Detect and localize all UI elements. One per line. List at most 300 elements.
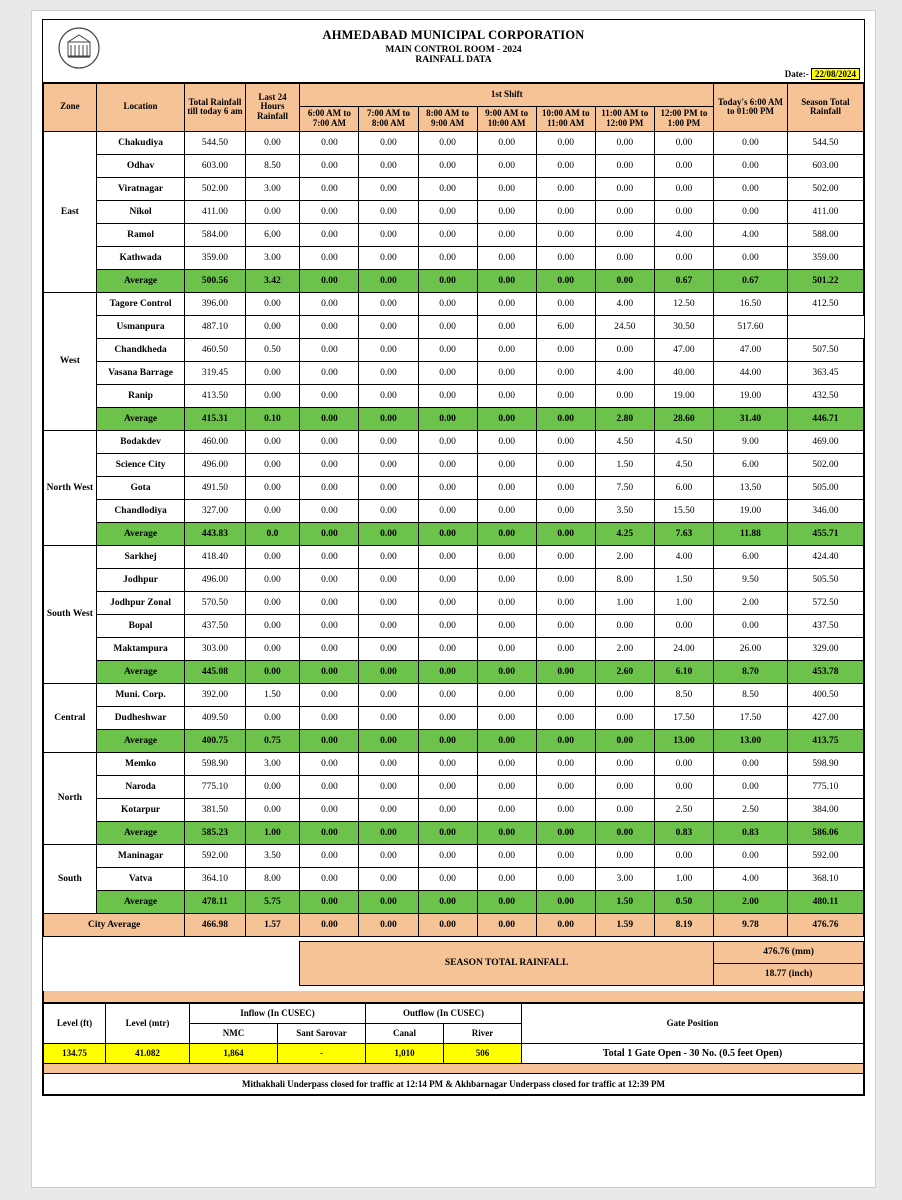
- value-cell: 0.00: [300, 890, 359, 913]
- value-cell: 0.00: [300, 775, 359, 798]
- value-cell: 0.00: [359, 522, 418, 545]
- amc-emblem-icon: [57, 26, 101, 70]
- value-cell: 0.00: [714, 775, 788, 798]
- value-cell: 0.00: [418, 361, 477, 384]
- location-cell: Memko: [96, 752, 185, 775]
- value-cell: 1.00: [654, 867, 713, 890]
- value-cell: 396.00: [185, 292, 245, 315]
- value-cell: 3.00: [245, 177, 300, 200]
- col-location: Location: [96, 84, 185, 132]
- zone-average-label: Average: [96, 407, 185, 430]
- report-header: [43, 20, 864, 83]
- zone-average-label: Average: [96, 890, 185, 913]
- zone-average-row: [44, 729, 864, 752]
- location-cell: Vatva: [96, 867, 185, 890]
- value-cell: 0.00: [477, 545, 536, 568]
- value-cell: 1.50: [654, 568, 713, 591]
- value-cell: 0.67: [714, 269, 788, 292]
- value-cell: 501.22: [787, 269, 863, 292]
- value-cell: 0.00: [300, 430, 359, 453]
- value-cell: 0.00: [477, 361, 536, 384]
- value-cell: 24.50: [595, 315, 654, 338]
- city-average-value: 0.00: [536, 913, 595, 936]
- value-cell: 4.00: [714, 867, 788, 890]
- col-season-total: Season Total Rainfall: [787, 84, 863, 132]
- value-cell: 2.00: [595, 545, 654, 568]
- location-cell: Usmanpura: [96, 315, 185, 338]
- value-cell: 469.00: [787, 430, 863, 453]
- value-cell: 0.00: [359, 361, 418, 384]
- date-label: Date:-: [784, 69, 809, 79]
- value-cell: 0.00: [477, 177, 536, 200]
- value-cell: 0.00: [595, 775, 654, 798]
- value-cell: 0.00: [654, 246, 713, 269]
- value-cell: 487.10: [185, 315, 245, 338]
- value-cell: 327.00: [185, 499, 245, 522]
- table-row: [44, 683, 864, 706]
- value-cell: 0.10: [245, 407, 300, 430]
- value-cell: 2.00: [595, 637, 654, 660]
- value-cell: 0.00: [536, 200, 595, 223]
- value-cell: 0.00: [300, 407, 359, 430]
- divider-bar: [43, 991, 864, 1003]
- value-cell: 453.78: [787, 660, 863, 683]
- value-cell: 415.31: [185, 407, 245, 430]
- value-cell: 0.00: [536, 292, 595, 315]
- col-level-ft: Level (ft): [44, 1003, 106, 1043]
- value-cell: 455.71: [787, 522, 863, 545]
- value-cell: 0.00: [300, 522, 359, 545]
- value-cell: 0.00: [300, 177, 359, 200]
- value-cell: 0.00: [418, 200, 477, 223]
- value-cell: 0.00: [418, 821, 477, 844]
- value-cell: 0.00: [714, 614, 788, 637]
- value-cell: 413.50: [185, 384, 245, 407]
- value-cell: 0.00: [595, 154, 654, 177]
- value-cell: 4.50: [654, 430, 713, 453]
- col-slot-0: 6:00 AM to 7:00 AM: [300, 107, 359, 132]
- value-cell: 0.00: [418, 729, 477, 752]
- table-body: [44, 131, 864, 936]
- value-cell: 480.11: [787, 890, 863, 913]
- table-row: [44, 775, 864, 798]
- value-cell: 0.00: [477, 407, 536, 430]
- value-cell: 2.50: [654, 798, 713, 821]
- location-cell: Tagore Control: [96, 292, 185, 315]
- zone-name-cell: West: [44, 292, 97, 430]
- value-cell: 572.50: [787, 591, 863, 614]
- value-cell: 9.00: [714, 430, 788, 453]
- value-cell: 0.00: [245, 430, 300, 453]
- location-cell: Muni. Corp.: [96, 683, 185, 706]
- value-cell: 3.00: [245, 246, 300, 269]
- value-cell: 0.00: [300, 453, 359, 476]
- value-cell: 0.00: [300, 545, 359, 568]
- value-cell: 598.90: [787, 752, 863, 775]
- value-cell: 478.11: [185, 890, 245, 913]
- value-cell: 0.00: [245, 453, 300, 476]
- zone-name-cell: North: [44, 752, 97, 844]
- value-cell: 0.00: [418, 246, 477, 269]
- table-row: [44, 798, 864, 821]
- value-cell: 424.40: [787, 545, 863, 568]
- city-average-value: 476.76: [787, 913, 863, 936]
- value-cell: 0.00: [418, 775, 477, 798]
- value-cell: 0.00: [418, 522, 477, 545]
- value-cell: 0.00: [245, 706, 300, 729]
- value-cell: 0.00: [418, 338, 477, 361]
- value-cell: 0.00: [654, 131, 713, 154]
- value-cell: 13.00: [714, 729, 788, 752]
- value-cell: 0.00: [418, 660, 477, 683]
- value-cell: 0.00: [654, 752, 713, 775]
- value-cell: 0.00: [477, 729, 536, 752]
- location-cell: Kotarpur: [96, 798, 185, 821]
- value-cell: 0.00: [595, 821, 654, 844]
- value-cell: 2.50: [714, 798, 788, 821]
- value-cell: 496.00: [185, 453, 245, 476]
- value-cell: 427.00: [787, 706, 863, 729]
- value-cell: 0.00: [359, 775, 418, 798]
- value-cell: 363.45: [787, 361, 863, 384]
- value-cell: 592.00: [185, 844, 245, 867]
- value-cell: 0.00: [359, 660, 418, 683]
- value-cell: 0.00: [477, 867, 536, 890]
- value-cell: 0.00: [536, 545, 595, 568]
- table-row: [44, 499, 864, 522]
- value-cell: 0.00: [418, 292, 477, 315]
- value-cell: 6.00: [245, 223, 300, 246]
- value-cell: 460.50: [185, 338, 245, 361]
- value-cell: 0.00: [536, 568, 595, 591]
- value-cell: 409.50: [185, 706, 245, 729]
- value-cell: 0.00: [477, 223, 536, 246]
- city-average-value: 0.00: [418, 913, 477, 936]
- value-cell: 2.00: [714, 591, 788, 614]
- value-cell: 0.00: [300, 660, 359, 683]
- value-cell: 6.00: [536, 315, 595, 338]
- value-cell: 496.00: [185, 568, 245, 591]
- value-cell: 4.50: [654, 453, 713, 476]
- value-cell: 0.00: [245, 200, 300, 223]
- value-cell: 0.00: [359, 338, 418, 361]
- value-cell: 0.00: [595, 798, 654, 821]
- value-cell: 0.00: [418, 430, 477, 453]
- value-cell: 0.00: [245, 545, 300, 568]
- value-cell: 0.00: [536, 154, 595, 177]
- value-cell: 0.00: [245, 292, 300, 315]
- value-cell: 0.00: [477, 637, 536, 660]
- value-cell: 4.00: [595, 361, 654, 384]
- value-gate-text: Total 1 Gate Open - 30 No. (0.5 feet Open): [522, 1043, 864, 1063]
- value-cell: 44.00: [714, 361, 788, 384]
- value-cell: 0.00: [536, 591, 595, 614]
- value-cell: 0.00: [595, 614, 654, 637]
- value-cell: 0.00: [245, 614, 300, 637]
- value-cell: 0.00: [418, 545, 477, 568]
- value-cell: 0.00: [418, 269, 477, 292]
- value-cell: 0.00: [654, 775, 713, 798]
- col-river: River: [444, 1023, 522, 1043]
- value-cell: 0.00: [359, 729, 418, 752]
- value-cell: 0.00: [245, 131, 300, 154]
- location-cell: Bodakdev: [96, 430, 185, 453]
- value-cell: 8.00: [245, 867, 300, 890]
- value-cell: 359.00: [185, 246, 245, 269]
- header-row-1: [44, 84, 864, 107]
- value-cell: 0.00: [477, 292, 536, 315]
- value-level-ft: 134.75: [44, 1043, 106, 1063]
- col-todays-total: Today's 6:00 AM to 01:00 PM: [714, 84, 788, 132]
- value-cell: 0.00: [595, 223, 654, 246]
- value-cell: 0.00: [477, 338, 536, 361]
- location-cell: Jodhpur: [96, 568, 185, 591]
- value-cell: 364.10: [185, 867, 245, 890]
- value-cell: 0.00: [714, 131, 788, 154]
- value-cell: 0.00: [418, 614, 477, 637]
- value-cell: 0.00: [536, 131, 595, 154]
- value-cell: 0.00: [654, 200, 713, 223]
- value-cell: 0.00: [418, 499, 477, 522]
- value-cell: 0.00: [359, 637, 418, 660]
- value-cell: 603.00: [787, 154, 863, 177]
- city-average-value: 0.00: [359, 913, 418, 936]
- col-slot-4: 10:00 AM to 11:00 AM: [536, 107, 595, 132]
- value-cell: 0.00: [536, 430, 595, 453]
- value-cell: 0.00: [300, 338, 359, 361]
- value-cell: 544.50: [787, 131, 863, 154]
- location-cell: Naroda: [96, 775, 185, 798]
- value-cell: 4.25: [595, 522, 654, 545]
- value-cell: 0.00: [595, 384, 654, 407]
- value-cell: 413.75: [787, 729, 863, 752]
- value-cell: 28.60: [654, 407, 713, 430]
- zone-average-row: [44, 821, 864, 844]
- value-cell: 368.10: [787, 867, 863, 890]
- city-average-value: 0.00: [477, 913, 536, 936]
- level-value-row: [44, 1043, 864, 1063]
- value-cell: 0.00: [536, 867, 595, 890]
- value-cell: 3.00: [245, 752, 300, 775]
- value-cell: 0.00: [359, 683, 418, 706]
- value-cell: 40.00: [654, 361, 713, 384]
- col-level-mtr: Level (mtr): [106, 1003, 190, 1043]
- value-cell: 443.83: [185, 522, 245, 545]
- value-cell: 1.50: [245, 683, 300, 706]
- location-cell: Nikol: [96, 200, 185, 223]
- table-row: [44, 384, 864, 407]
- value-cell: 4.00: [595, 292, 654, 315]
- value-cell: 0.00: [300, 752, 359, 775]
- value-cell: 0.00: [300, 614, 359, 637]
- value-cell: 1.00: [595, 591, 654, 614]
- location-cell: Chandkheda: [96, 338, 185, 361]
- rainfall-table: [43, 83, 864, 937]
- value-cell: 0.00: [300, 384, 359, 407]
- col-first-shift-group: 1st Shift: [300, 84, 714, 107]
- value-cell: 0.00: [245, 591, 300, 614]
- value-cell: 0.00: [536, 177, 595, 200]
- col-canal: Canal: [366, 1023, 444, 1043]
- value-cell: 8.00: [595, 568, 654, 591]
- value-cell: 4.00: [714, 223, 788, 246]
- value-cell: 31.40: [714, 407, 788, 430]
- value-cell: 0.00: [536, 660, 595, 683]
- value-cell: 47.00: [654, 338, 713, 361]
- city-average-value: 466.98: [185, 913, 245, 936]
- value-cell: 0.00: [536, 821, 595, 844]
- location-cell: Viratnagar: [96, 177, 185, 200]
- value-cell: 0.00: [595, 200, 654, 223]
- value-cell: 0.00: [654, 844, 713, 867]
- col-total-till-today: Total Rainfall till today 6 am: [185, 84, 245, 132]
- value-cell: 0.83: [714, 821, 788, 844]
- value-cell: 0.00: [418, 591, 477, 614]
- value-cell: 0.00: [245, 499, 300, 522]
- col-slot-5: 11:00 AM to 12:00 PM: [595, 107, 654, 132]
- value-cell: 0.00: [536, 683, 595, 706]
- value-cell: 0.00: [536, 338, 595, 361]
- value-cell: 0.00: [359, 798, 418, 821]
- value-cell: 3.00: [595, 867, 654, 890]
- value-cell: 0.00: [359, 315, 418, 338]
- value-cell: 8.50: [245, 154, 300, 177]
- value-cell: 392.00: [185, 683, 245, 706]
- location-cell: Dudheshwar: [96, 706, 185, 729]
- zone-name-cell: South: [44, 844, 97, 913]
- value-cell: 0.00: [477, 890, 536, 913]
- value-cell: 13.50: [714, 476, 788, 499]
- value-cell: 0.00: [300, 223, 359, 246]
- zone-average-label: Average: [96, 522, 185, 545]
- zone-average-row: [44, 407, 864, 430]
- value-cell: 6.00: [714, 545, 788, 568]
- value-cell: 0.0: [245, 522, 300, 545]
- value-cell: 0.00: [359, 706, 418, 729]
- value-cell: 19.00: [714, 384, 788, 407]
- col-slot-3: 9:00 AM to 10:00 AM: [477, 107, 536, 132]
- value-cell: 0.00: [245, 637, 300, 660]
- value-cell: 507.50: [787, 338, 863, 361]
- value-cell: 12.50: [654, 292, 713, 315]
- location-cell: Gota: [96, 476, 185, 499]
- value-cell: 0.00: [477, 614, 536, 637]
- value-cell: 0.00: [359, 177, 418, 200]
- value-cell: 303.00: [185, 637, 245, 660]
- value-cell: 570.50: [185, 591, 245, 614]
- value-cell: 505.00: [787, 476, 863, 499]
- value-cell: 0.00: [654, 154, 713, 177]
- value-cell: 0.00: [536, 890, 595, 913]
- value-cell: 0.00: [418, 407, 477, 430]
- table-head: [44, 84, 864, 132]
- value-cell: 17.50: [714, 706, 788, 729]
- value-cell: 460.00: [185, 430, 245, 453]
- value-cell: 0.00: [536, 361, 595, 384]
- location-cell: Kathwada: [96, 246, 185, 269]
- value-cell: 0.00: [536, 499, 595, 522]
- value-cell: 8.50: [714, 683, 788, 706]
- value-cell: 411.00: [185, 200, 245, 223]
- city-average-value: 8.19: [654, 913, 713, 936]
- note-divider: [43, 1064, 864, 1074]
- value-cell: 3.50: [245, 844, 300, 867]
- value-cell: 0.00: [477, 798, 536, 821]
- value-cell: 502.00: [185, 177, 245, 200]
- value-cell: 0.00: [477, 131, 536, 154]
- table-row: [44, 200, 864, 223]
- value-cell: 0.00: [477, 752, 536, 775]
- value-cell: 0.00: [477, 591, 536, 614]
- value-cell: 0.00: [300, 729, 359, 752]
- value-cell: 0.00: [418, 798, 477, 821]
- city-average-value: 0.00: [300, 913, 359, 936]
- value-cell: 0.00: [595, 683, 654, 706]
- location-cell: Sarkhej: [96, 545, 185, 568]
- value-cell: 0.00: [359, 568, 418, 591]
- value-cell: 384.00: [787, 798, 863, 821]
- table-row: [44, 430, 864, 453]
- value-cell: 0.00: [536, 614, 595, 637]
- value-cell: 19.00: [654, 384, 713, 407]
- value-cell: 0.00: [714, 246, 788, 269]
- table-row: [44, 246, 864, 269]
- value-cell: 0.00: [359, 614, 418, 637]
- value-cell: 0.00: [536, 246, 595, 269]
- zone-name-cell: East: [44, 131, 97, 292]
- location-cell: Vasana Barrage: [96, 361, 185, 384]
- value-cell: 0.00: [477, 660, 536, 683]
- value-cell: 0.00: [477, 200, 536, 223]
- value-cell: 0.00: [359, 430, 418, 453]
- col-last-24-hours: Last 24 Hours Rainfall: [245, 84, 300, 132]
- table-row: [44, 867, 864, 890]
- level-header-row-1: [44, 1003, 864, 1023]
- value-cell: 0.00: [418, 706, 477, 729]
- value-cell: 0.00: [359, 407, 418, 430]
- col-outflow: Outflow (In CUSEC): [366, 1003, 522, 1023]
- zone-average-row: [44, 269, 864, 292]
- value-cell: 0.00: [359, 223, 418, 246]
- value-cell: 0.00: [418, 154, 477, 177]
- value-cell: 586.06: [787, 821, 863, 844]
- value-cell: 0.00: [245, 384, 300, 407]
- value-cell: 0.00: [418, 453, 477, 476]
- report-type: RAINFALL DATA: [415, 55, 492, 65]
- value-cell: 0.00: [654, 614, 713, 637]
- value-cell: 0.00: [536, 384, 595, 407]
- table-row: [44, 752, 864, 775]
- value-cell: 0.00: [477, 499, 536, 522]
- location-cell: Ramol: [96, 223, 185, 246]
- value-cell: 0.00: [536, 522, 595, 545]
- value-cell: 0.00: [595, 269, 654, 292]
- season-total-mm: 476.76 (mm): [714, 941, 864, 963]
- value-cell: 502.00: [787, 453, 863, 476]
- value-cell: 0.00: [245, 568, 300, 591]
- value-nmc: 1,864: [190, 1043, 278, 1063]
- value-cell: 0.00: [477, 384, 536, 407]
- table-row: [44, 292, 864, 315]
- value-cell: 0.00: [536, 637, 595, 660]
- table-row: [44, 315, 864, 338]
- value-cell: 0.00: [359, 292, 418, 315]
- value-cell: 0.00: [359, 131, 418, 154]
- report-date: [43, 65, 864, 80]
- season-row-mm: [300, 941, 864, 963]
- report-frame: [42, 19, 865, 1096]
- value-cell: 0.00: [477, 476, 536, 499]
